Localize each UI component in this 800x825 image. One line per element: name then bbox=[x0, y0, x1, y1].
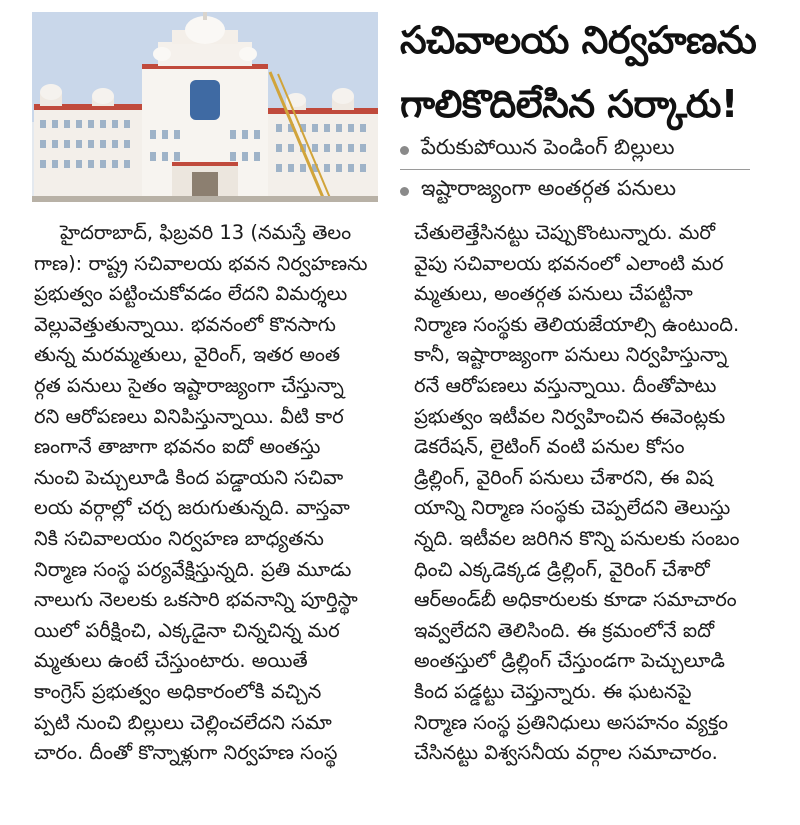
text-line: చేసినట్టు విశ్వసనీయ వర్గాల సమాచారం. bbox=[414, 741, 718, 765]
text-line: ధించి ఎక్కడెక్కడ డ్రిల్లింగ్, వైరింగ్ చేశారో bbox=[414, 557, 710, 581]
text-line: అంతస్తులో డ్రిల్లింగ్ చేస్తుండగా పెచ్చులూడి bbox=[414, 649, 725, 673]
text-line: తున్న మరమ్మతులు, వైరింగ్, ఇతర అంత bbox=[34, 343, 340, 367]
bullet-text: ఇష్టారాజ్యంగా అంతర్గత పనులు bbox=[421, 176, 676, 200]
text-line: ఇవ్వలేదని తెలిసింది. ఈ క్రమంలోనే ఐదో bbox=[414, 618, 715, 642]
text-line: చేతులెత్తేసినట్టు చెప్పుకొంటున్నారు. మరో bbox=[414, 221, 716, 244]
text-line: కింద పడ్డట్టు చెప్తున్నారు. ఈ ఘటనపై bbox=[414, 679, 692, 703]
column-gutter bbox=[398, 218, 399, 803]
text-line: నిర్మాణ సంస్థ పర్యవేక్షిస్తున్నది. ప్రతి మూడు bbox=[34, 557, 352, 581]
text-line: నిర్మాణ సంస్థ ప్రతినిధులు అసహనం వ్యక్తం bbox=[414, 710, 729, 734]
bullet-text: పేరుకుపోయిన పెండింగ్ బిల్లులు bbox=[421, 135, 675, 159]
text-line: యిలో పరీక్షించి, ఎక్కడైనా చిన్నచిన్న మర bbox=[34, 618, 340, 642]
bullet-dot-icon bbox=[400, 146, 409, 155]
text-line: వైపు సచివాలయ భవనంలో ఎలాంటి మర bbox=[414, 251, 724, 275]
text-line: ప్రభుత్వం పట్టించుకోవడం లేదని విమర్శలు bbox=[34, 282, 348, 306]
text-line: నుంచి పెచ్చులూడి కింద పడ్డాయని సచివా bbox=[34, 465, 344, 489]
headline bbox=[400, 8, 780, 136]
article-column-left bbox=[34, 218, 396, 769]
headline-line-1: సచివాలయ నిర్వహణను bbox=[400, 18, 757, 62]
headline-line-2: గాలికొదిలేసిన సర్కారు! bbox=[400, 82, 738, 126]
divider bbox=[400, 169, 750, 170]
text-line: వెల్లువెత్తుతున్నాయి. భవనంలో కొనసాగు bbox=[34, 312, 336, 336]
text-line: కాంగ్రెస్ ప్రభుత్వం అధికారంలోకి వచ్చిన bbox=[34, 679, 322, 703]
secretariat-building-photo bbox=[32, 12, 378, 202]
text-line: మ్మతులు, అంతర్గత పనులు చేపట్టినా bbox=[414, 282, 693, 306]
text-line: యాన్ని నిర్మాణ సంస్థకు చెప్పలేదని తెలుస్తు bbox=[414, 496, 731, 520]
text-line: లయ వర్గాల్లో చర్చ జరుగుతున్నది. వాస్తవా bbox=[34, 496, 350, 520]
text-line: గాణ): రాష్ట్ర సచివాలయ భవన నిర్వహణను bbox=[34, 251, 368, 275]
text-line: నాలుగు నెలలకు ఒకసారి భవనాన్ని పూర్తిస్థా bbox=[34, 588, 358, 612]
text-line: చారం. దీంతో కొన్నాళ్లుగా నిర్వహణ సంస్థ bbox=[34, 741, 338, 765]
text-line: డ్రిల్లింగ్, వైరింగ్ పనులు చేశారని, ఈ విష bbox=[414, 465, 714, 489]
bullet-item bbox=[400, 174, 760, 208]
building-illustration bbox=[32, 12, 378, 202]
text-line: నికి సచివాలయం నిర్వహణ బాధ్యతను bbox=[34, 526, 324, 550]
text-line: ణంగానే తాజాగా భవనం ఐదో అంతస్తు bbox=[34, 435, 321, 459]
text-line: డెకరేషన్, లైటింగ్ వంటి పనుల కోసం bbox=[414, 435, 685, 459]
text-line: ప్పటి నుంచి బిల్లులు చెల్లించలేదని సమా bbox=[34, 710, 332, 734]
text-line: మ్మతులు ఉంటే చేస్తుంటారు. అయితే bbox=[34, 649, 308, 673]
text-line: ప్రభుత్వం ఇటీవల నిర్వహించిన ఈవెంట్లకు bbox=[414, 404, 726, 428]
text-line: రని ఆరోపణలు వినిపిస్తున్నాయి. వీటి కార bbox=[34, 404, 344, 428]
text-line: రనే ఆరోపణలు వస్తున్నాయి. దీంతోపాటు bbox=[414, 373, 717, 397]
text-line: ర్గత పనులు సైతం ఇష్టారాజ్యంగా చేస్తున్నా bbox=[34, 373, 344, 397]
bullet-item bbox=[400, 133, 760, 167]
subheadline-bullets bbox=[400, 133, 760, 208]
text-line: ఆర్అండ్‌బీ అధికారులకు కూడా సమాచారం bbox=[414, 588, 737, 612]
text-line: న్నది. ఇటీవల జరిగిన కొన్ని పనులకు సంబం bbox=[414, 526, 740, 550]
article-column-right bbox=[414, 218, 776, 769]
text-line: కానీ, ఇష్టారాజ్యంగా పనులు నిర్వహిస్తున్నా bbox=[414, 343, 728, 367]
text-line: హైదరాబాద్, ఫిబ్రవరి 13 (నమస్తే తెలం bbox=[60, 221, 352, 244]
bullet-dot-icon bbox=[400, 187, 409, 196]
text-line: నిర్మాణ సంస్థకు తెలియజేయాల్సి ఉంటుంది. bbox=[414, 312, 740, 336]
